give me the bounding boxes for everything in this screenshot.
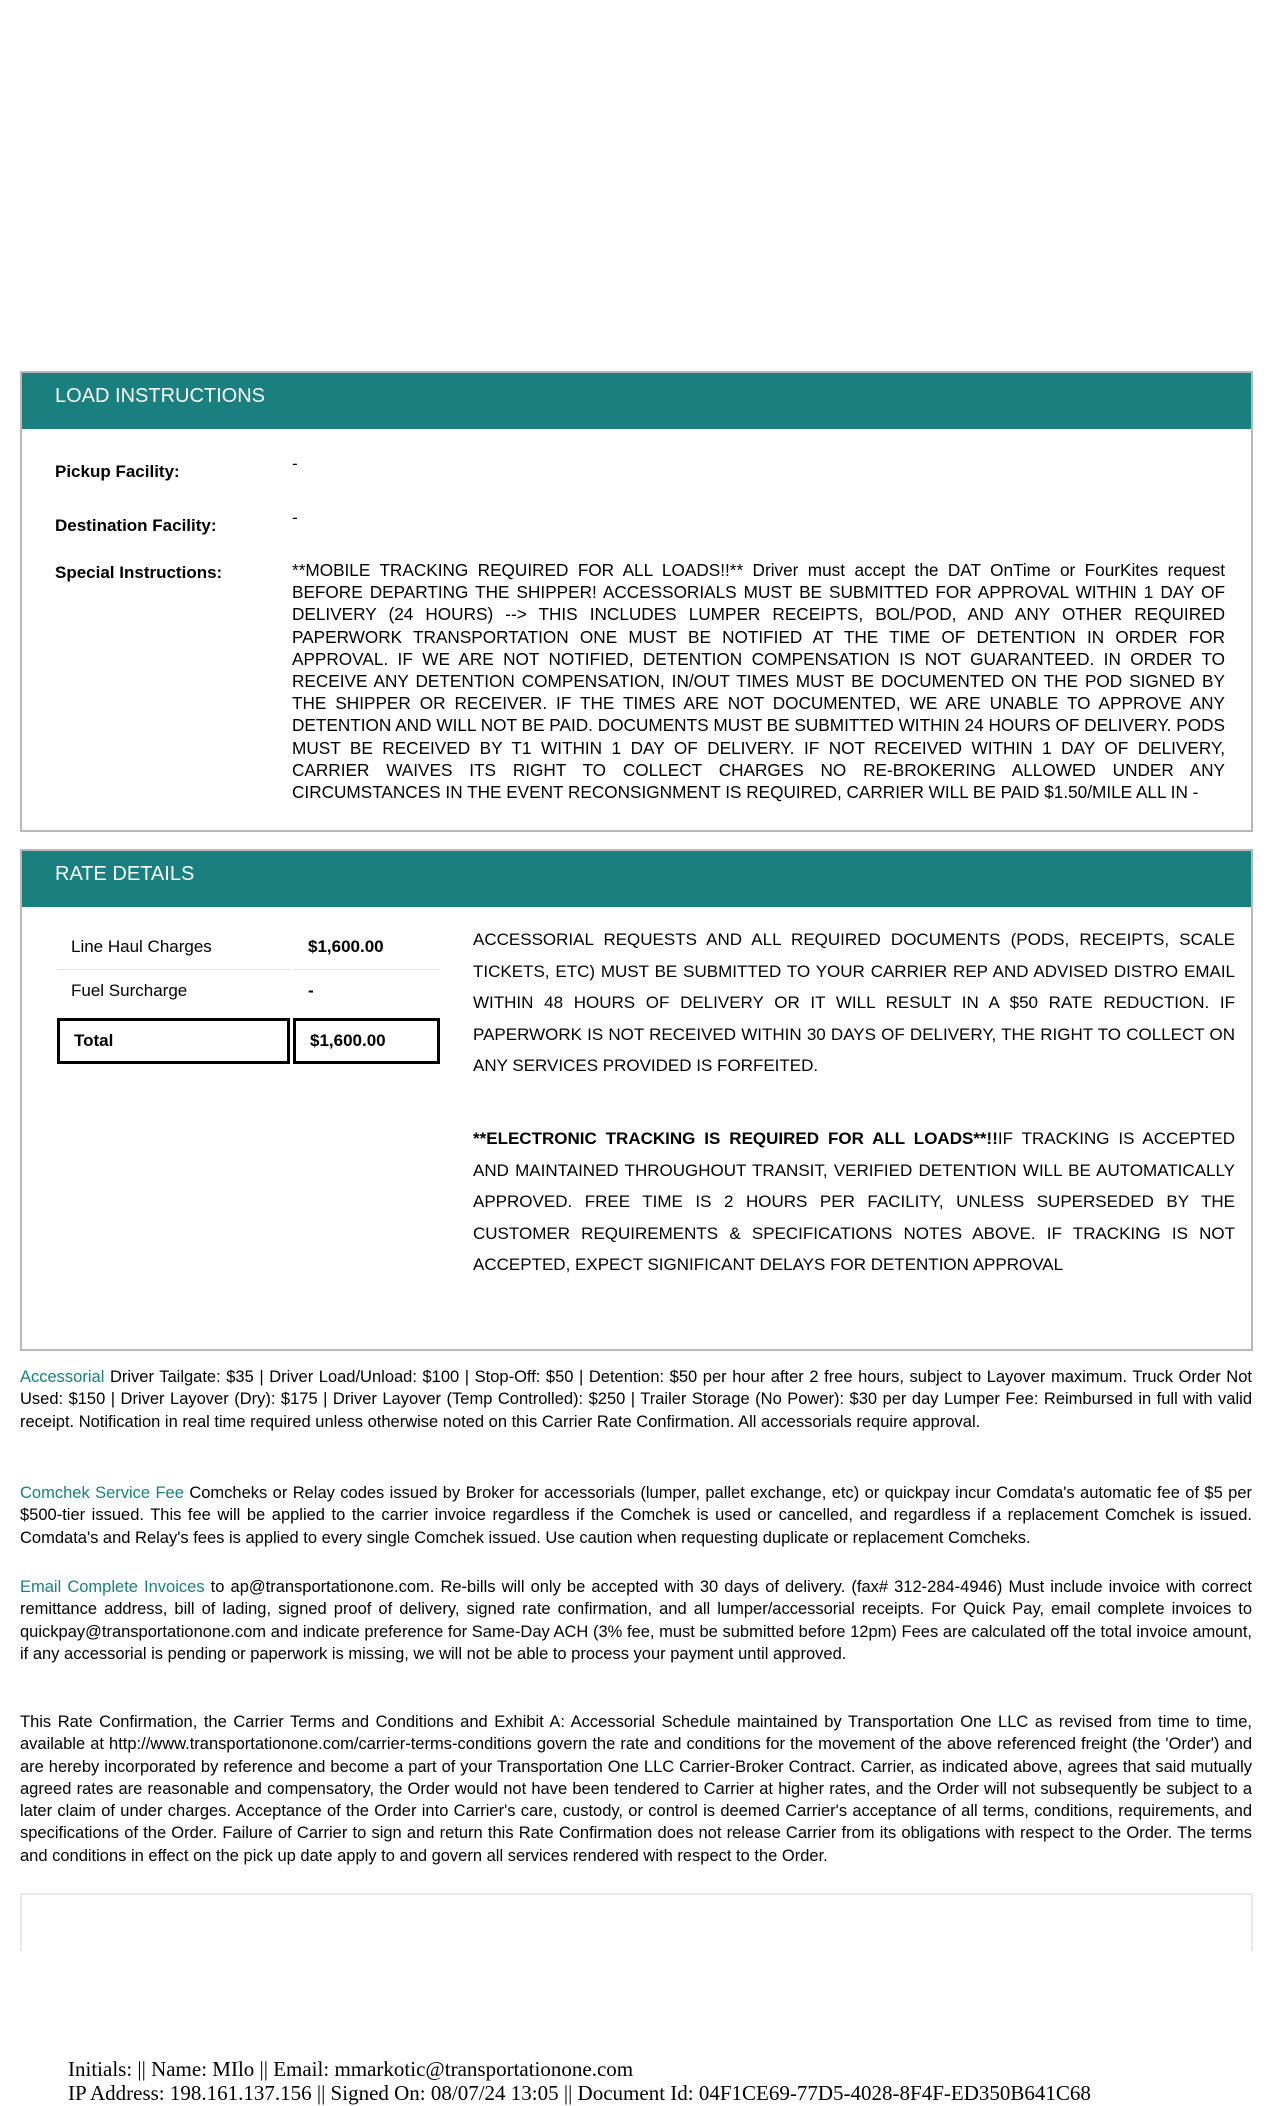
signature-footer-line2: IP Address: 198.161.137.156 || Signed On: 08/07/24 13:05 || Document Id: 04F1CE69-77D5-4028-8F4F-ED350B641C68 [68, 2081, 1091, 2105]
comchek-terms [20, 1482, 1252, 1549]
special-instructions-text: **MOBILE TRACKING REQUIRED FOR ALL LOADS!!** Driver must accept the DAT OnTime or FourKites request BEFORE DEPARTING THE SHIPPER! ACCESSORIALS MUST BE SUBMITTED FOR APPROVAL WITHIN 1 DAY OF DELIVERY (24 HOURS) --> THIS INCLUDES LUMPER RECEIPTS, BOL/POD, AND ANY OTHER REQUIRED PAPERWORK TRANSPORTATION ONE MUST BE NOTIFIED AT THE TIME OF DETENTION IN ORDER FOR APPROVAL. IF WE ARE NOT NOTIFIED, DETENTION COMPENSATION IS NOT GUARANTEED. IN ORDER TO RECEIVE ANY DETENTION COMPENSATION, IN/OUT TIMES MUST BE DOCUMENTED ON THE POD SIGNED BY THE SHIPPER OR RECEIVER. IF THE TIMES ARE NOT DOCUMENTED, WE ARE UNABLE TO APPROVE ANY DETENTION AND WILL NOT BE PAID. DOCUMENTS MUST BE SUBMITTED WITHIN 24 HOURS OF DELIVERY. PODS MUST BE RECEIVED BY T1 WITHIN 1 DAY OF DELIVERY. IF NOT RECEIVED WITHIN 1 DAY OF DELIVERY, CARRIER WAIVES ITS RIGHT TO COLLECT CHARGES NO RE-BROKERING ALLOWED UNDER ANY CIRCUMSTANCES IN THE EVENT RECONSIGNMENT IS REQUIRED, CARRIER WILL BE PAID $1.50/MILE ALL IN - [292, 560, 1225, 803]
line-haul-label: Line Haul Charges [71, 937, 212, 956]
rate-note-tracking [473, 1123, 1235, 1281]
line-haul-value: $1,600.00 [308, 937, 384, 956]
fuel-surcharge-value: - [308, 981, 314, 1000]
fuel-surcharge-label: Fuel Surcharge [71, 981, 188, 1000]
rate-note-documents: ACCESSORIAL REQUESTS AND ALL REQUIRED DOCUMENTS (PODS, RECEIPTS, SCALE TICKETS, ETC) MUST BE SUBMITTED TO YOUR CARRIER REP AND ADVISED DISTRO EMAIL WITHIN 48 HOURS OF DELIVERY OR IT WILL RESULT IN A $50 RATE REDUCTION. IF PAPERWORK IS NOT RECEIVED WITHIN 30 DAYS OF DELIVERY, THE RIGHT TO COLLECT ON ANY SERVICES PROVIDED IS FORFEITED. [473, 930, 1235, 1075]
accessorial-text: Driver Tailgate: $35 | Driver Load/Unload: $100 | Stop-Off: $50 | Detention: $50 per hour after 2 free hours, subject to Layover maximum. Truck Order Not Used: $150 | Driver Layover (Dry): $175 | Driver Layover (Temp Controlled): $250 | Trailer Storage (No Power): $30 per day Lumper Fee: Reimbursed in full with valid receipt. Notification in real time required unless otherwise noted on this Carrier Rate Confirmation. All accessorials require approval. [20, 1368, 1252, 1431]
comchek-heading: Comchek Service Fee [20, 1484, 184, 1502]
total-value: $1,600.00 [293, 1018, 440, 1064]
signature-footer-line1: Initials: || Name: MIlo || Email: mmarkotic@transportationone.com [68, 2057, 634, 2081]
accessorial-heading: Accessorial [20, 1368, 105, 1386]
load-instructions-header: LOAD INSTRUCTIONS [22, 373, 1251, 429]
rate-note-tracking-bold: **ELECTRONIC TRACKING IS REQUIRED FOR ALL LOADS**!! [473, 1129, 998, 1148]
destination-facility-label: Destination Facility: [55, 516, 217, 535]
invoice-terms [20, 1576, 1252, 1665]
destination-facility-value: - [292, 508, 298, 527]
rate-details-header: RATE DETAILS [22, 851, 1251, 907]
load-instructions-panel [20, 371, 1253, 832]
rate-note-tracking-text: IF TRACKING IS ACCEPTED AND MAINTAINED THROUGHOUT TRANSIT, VERIFIED DETENTION WILL BE AUTOMATICALLY APPROVED. FREE TIME IS 2 HOURS PER FACILITY, UNLESS SUPERSEDED BY THE CUSTOMER REQUIREMENTS & SPECIFICATIONS NOTES ABOVE. IF TRACKING IS NOT ACCEPTED, EXPECT SIGNIFICANT DELAYS FOR DETENTION APPROVAL [473, 1129, 1235, 1274]
pickup-facility-value: - [292, 454, 298, 473]
accessorial-terms [20, 1366, 1252, 1433]
total-label: Total [57, 1018, 290, 1064]
pickup-facility-label: Pickup Facility: [55, 462, 180, 481]
comchek-text: Comcheks or Relay codes issued by Broker for accessorials (lumper, pallet exchange, etc) or quickpay incur Comdata's automatic fee of $5 per $500-tier issued. This fee will be applied to the carrier invoice regardless if the Comchek is used or cancelled, and regardless if a replacement Comchek is issued. Comdata's and Relay's fees is applied to every single Comchek issued. Use caution when requesting duplicate or replacement Comcheks. [20, 1484, 1253, 1547]
rate-confirmation-terms: This Rate Confirmation, the Carrier Terms and Conditions and Exhibit A: Accessorial Schedule maintained by Transportation One LLC as revised from time to time, available at http://www.transportationone.com/carrier-terms-conditions govern the rate and conditions for the movement of the above referenced freight (the 'Order') and are hereby incorporated by reference and become a part of your Transportation One LLC Carrier-Broker Contract. Carrier, as indicated above, agrees that said mutually agreed rates are reasonable and compensatory, the Order would not have been tendered to Carrier at higher rates, and the Order will not subsequently be subject to a later claim of under charges. Acceptance of the Order into Carrier's care, custody, or control is deemed Carrier's acceptance of all terms, conditions, requirements, and specifications of the Order. Failure of Carrier to sign and return this Rate Confirmation does not release Carrier from its obligations with respect to the Order. The terms and conditions in effect on the pick up date apply to and govern all services rendered with respect to the Order. [20, 1713, 1252, 1865]
special-instructions-label: Special Instructions: [55, 563, 223, 582]
invoices-heading: Email Complete Invoices [20, 1578, 205, 1596]
rate-details-panel [20, 849, 1253, 1351]
invoices-text: to ap@transportationone.com. Re-bills will only be accepted with 30 days of delivery. (fax# 312-284-4946) Must include invoice with correct remittance address, bill of lading, signed proof of delivery, signed rate confirmation, and all lumper/accessorial receipts. For Quick Pay, email complete invoices to quickpay@transportationone.com and indicate preference for Same-Day ACH (3% fee, must be submitted before 12pm) Fees are calculated off the total invoice amount, if any accessorial is pending or paperwork is missing, we will not be able to process your payment until approved. [20, 1578, 1252, 1663]
signature-box [20, 1893, 1253, 1951]
